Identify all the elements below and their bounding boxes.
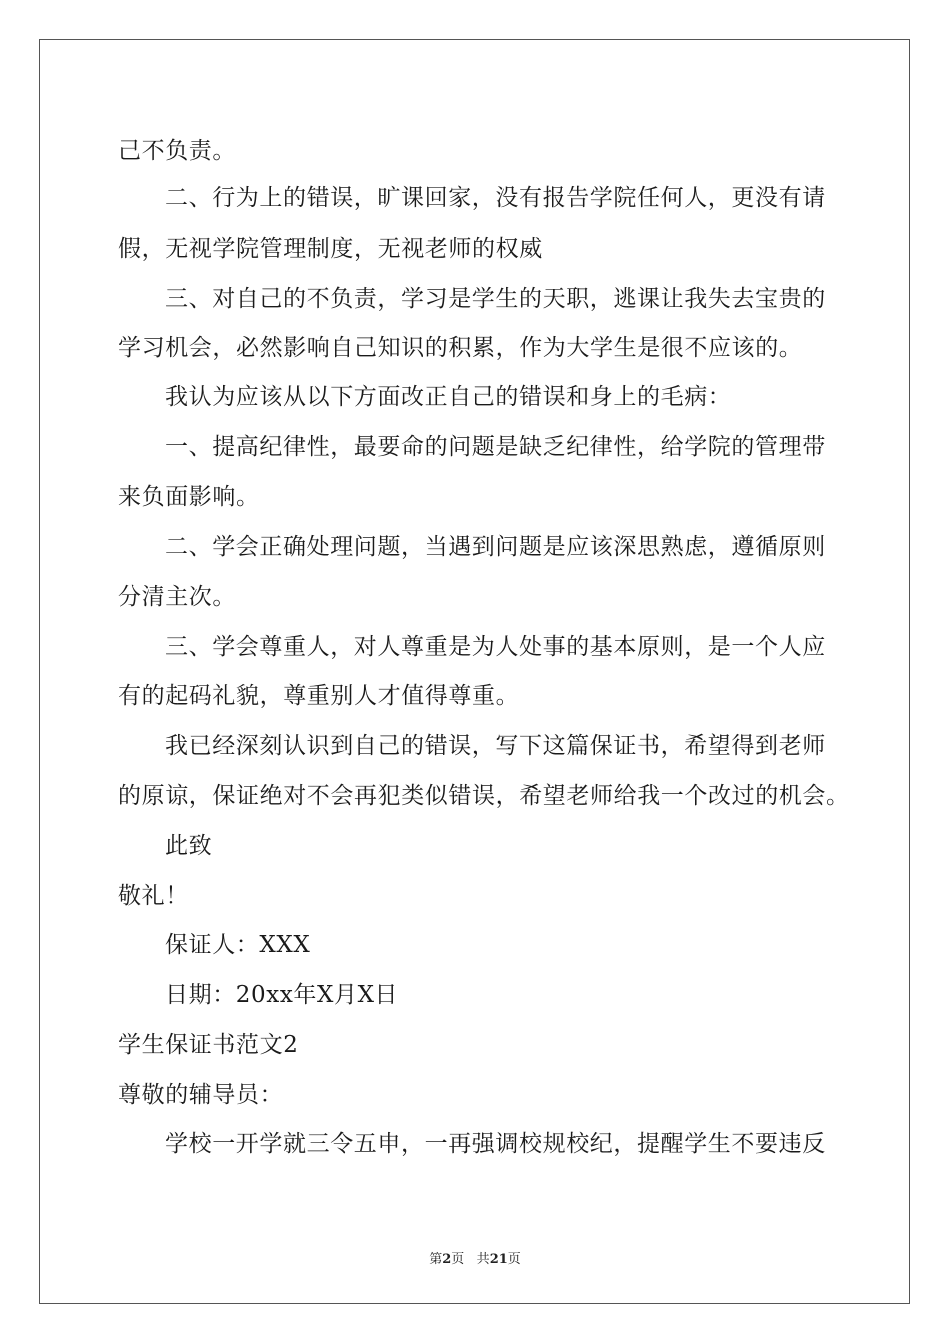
page-prefix: 第 [429, 1252, 443, 1267]
text-line: 三、学会尊重人，对人尊重是为人处事的基本原则，是一个人应 [165, 634, 826, 660]
text-line: 二、行为上的错误，旷课回家，没有报告学院任何人，更没有请 [165, 185, 826, 211]
text-line: 尊敬的辅导员： [118, 1082, 284, 1108]
text-line: 此致 [165, 833, 213, 859]
total-pages: 21 [489, 1252, 508, 1267]
text-line: 我已经深刻认识到自己的错误，写下这篇保证书，希望得到老师 [165, 733, 826, 759]
text-line: 保证人：XXX [165, 932, 311, 958]
text-line: 三、对自己的不负责，学习是学生的天职，逃课让我失去宝贵的 [165, 286, 826, 312]
text-line: 己不负责。 [118, 138, 236, 164]
total-prefix: 共 [476, 1252, 490, 1267]
text-line: 有的起码礼貌，尊重别人才值得尊重。 [118, 683, 520, 709]
page-footer [0, 1248, 950, 1267]
text-line: 学校一开学就三令五申，一再强调校规校纪，提醒学生不要违反 [165, 1131, 826, 1157]
text-line: 的原谅，保证绝对不会再犯类似错误，希望老师给我一个改过的机会。 [118, 783, 850, 809]
text-line: 来负面影响。 [118, 484, 260, 510]
text-line: 日期：20xx年X月X日 [165, 982, 399, 1008]
text-line: 我认为应该从以下方面改正自己的错误和身上的毛病： [165, 384, 732, 410]
text-line: 学习机会，必然影响自己知识的积累，作为大学生是很不应该的。 [118, 335, 803, 361]
total-suffix: 页 [507, 1252, 521, 1267]
text-line: 分清主次。 [118, 584, 236, 610]
text-line: 二、学会正确处理问题，当遇到问题是应该深思熟虑，遵循原则 [165, 534, 826, 560]
page-suffix: 页 [451, 1252, 465, 1267]
page-border [39, 39, 910, 1304]
text-line: 学生保证书范文2 [118, 1032, 299, 1058]
page-current: 2 [442, 1252, 452, 1267]
text-line: 假，无视学院管理制度，无视老师的权威 [118, 236, 543, 262]
text-line: 一、提高纪律性，最要命的问题是缺乏纪律性，给学院的管理带 [165, 434, 826, 460]
text-line: 敬礼！ [118, 883, 189, 909]
